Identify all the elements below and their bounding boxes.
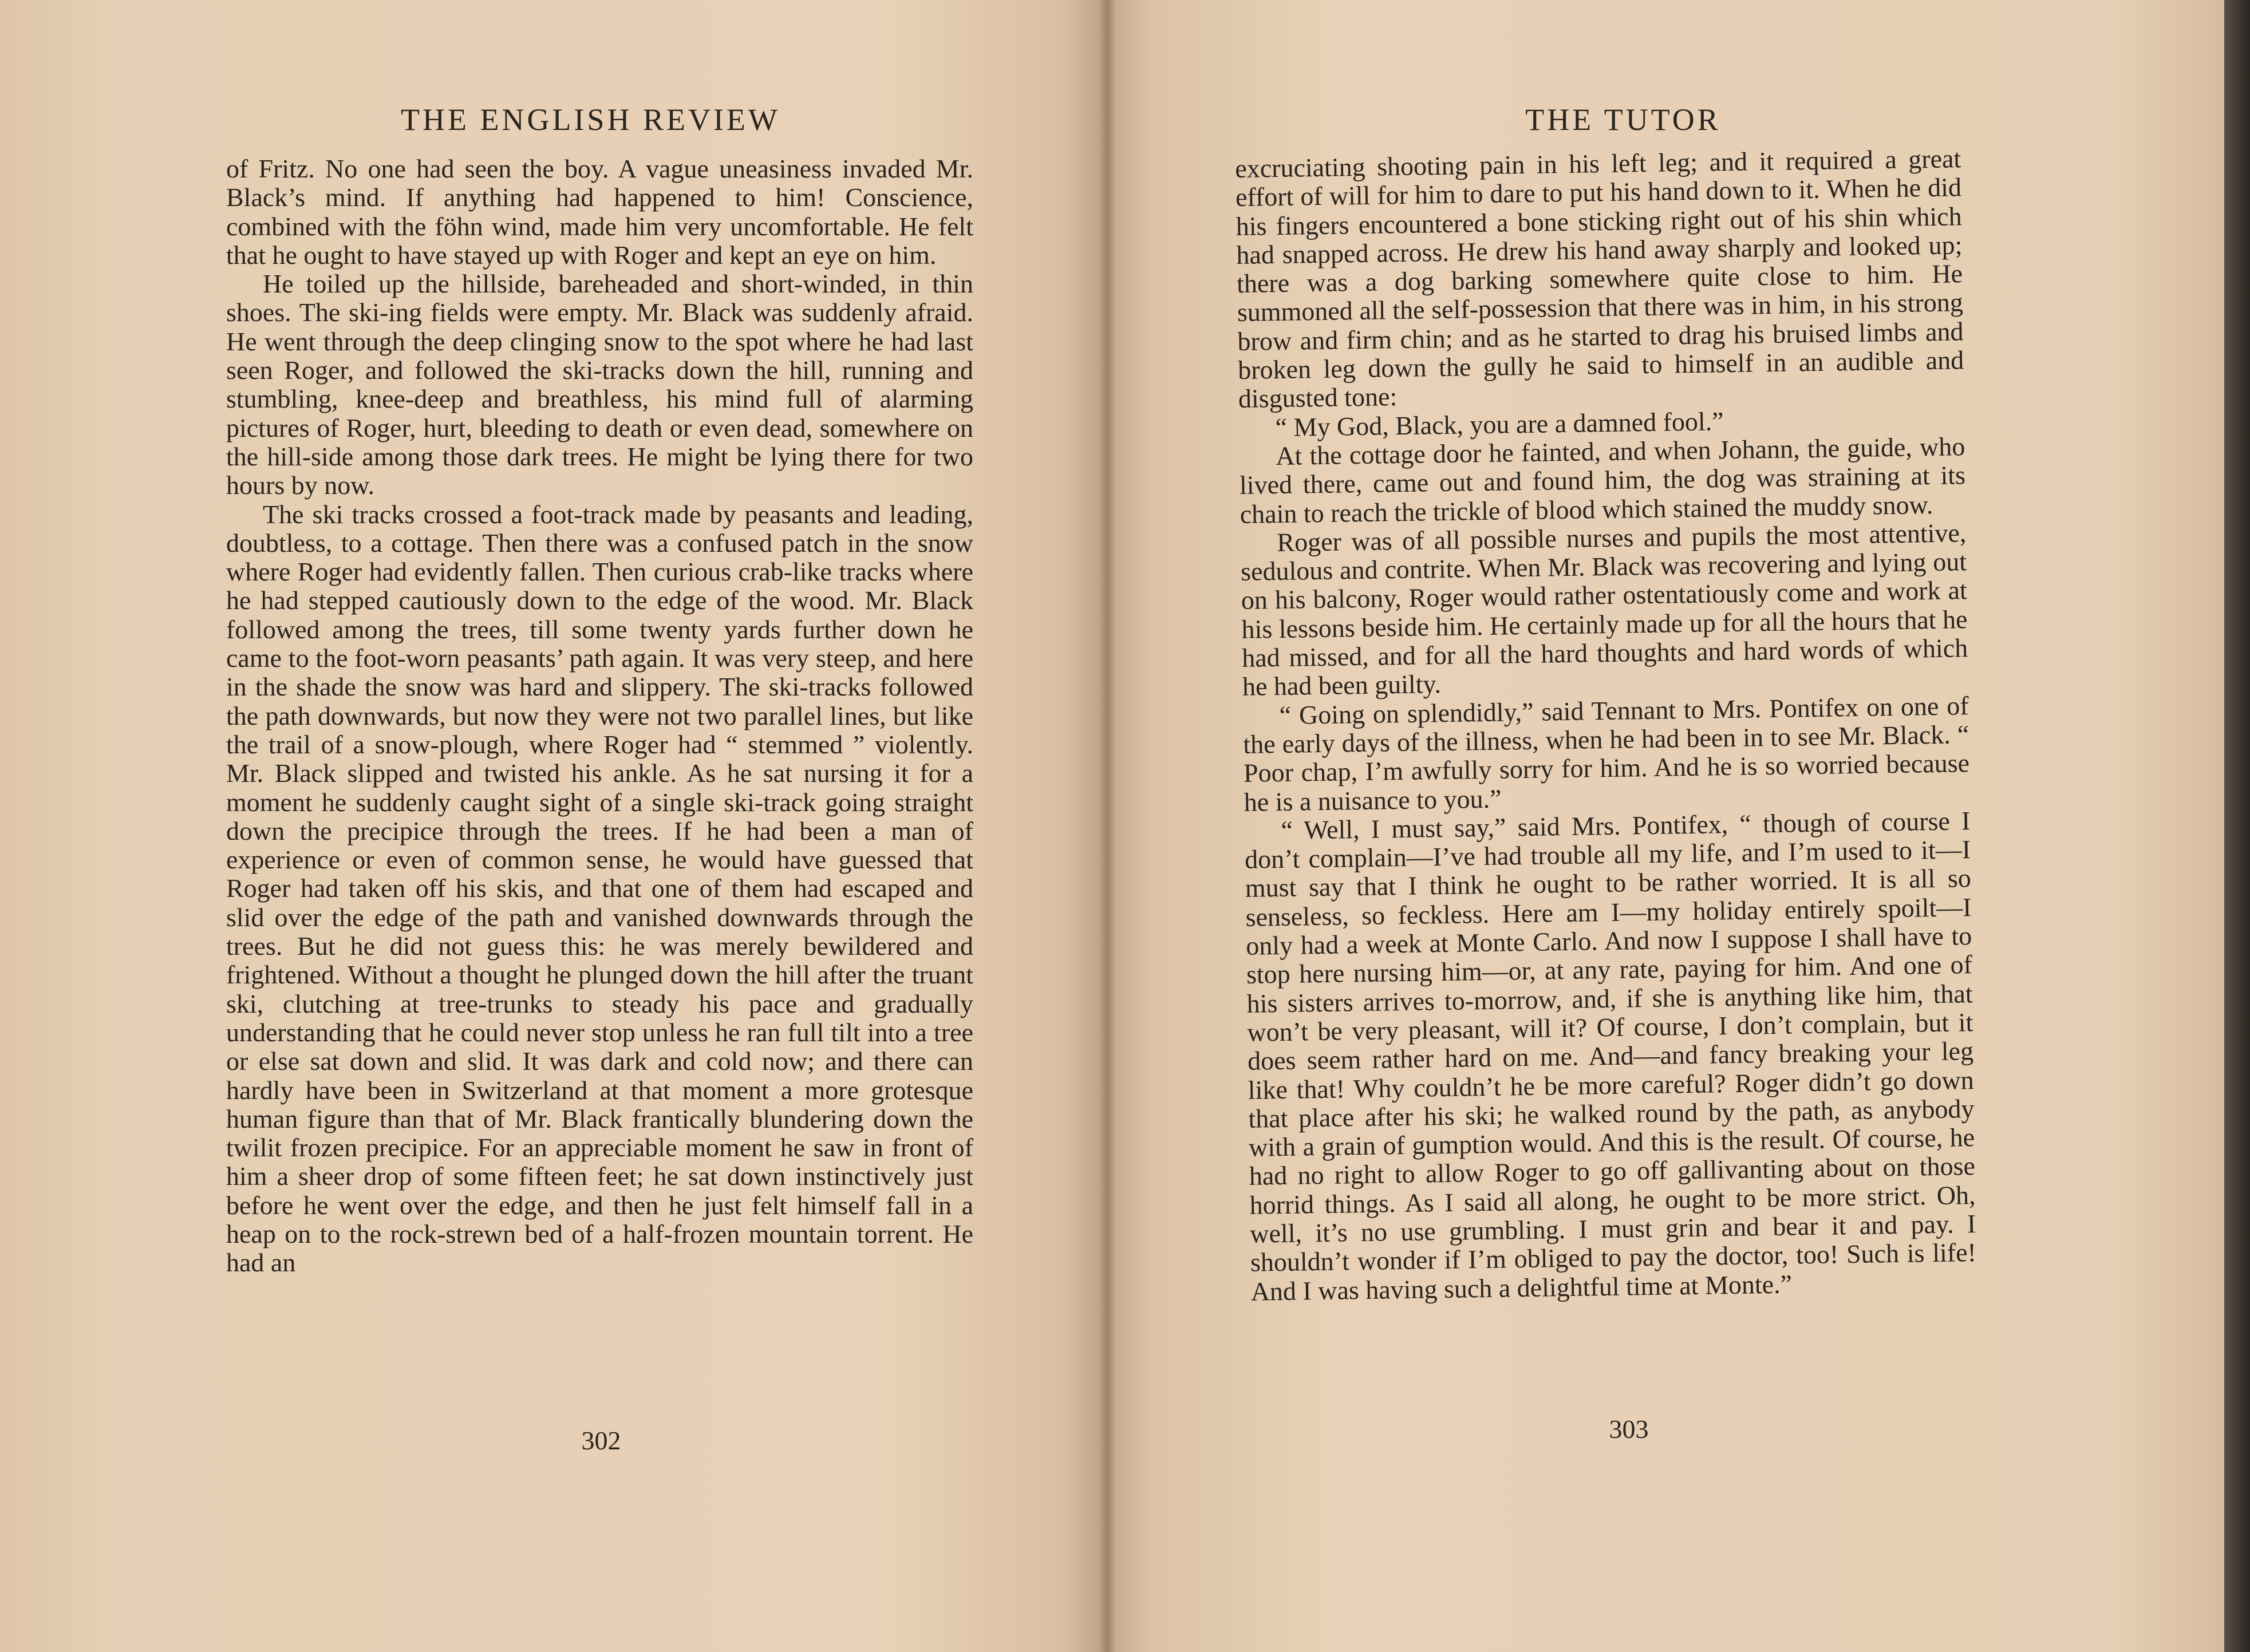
right-paragraph-3: At the cottage door he fainted, and when Johann, the guide, who lived there, came out and found him, the dog was straining at its chain to reach the trickle of blood which stained the muddy snow. xyxy=(1239,432,1966,529)
right-page-number: 303 xyxy=(1609,1414,1649,1444)
right-paragraph-4: Roger was of all possible nurses and pupils the most attentive, sedulous and contrite. When Mr. Black was recovering and lying out on his balcony, Roger would rather ostentatiously come and work at his lessons beside him. He certainly made up for all the hours that he had missed, and for all the hard thoughts and hard words of which he had been guilty. xyxy=(1240,518,1968,702)
left-running-head: THE ENGLISH REVIEW xyxy=(401,102,780,137)
left-page xyxy=(0,0,1108,1652)
book-right-edge xyxy=(2224,0,2250,1652)
right-paragraph-2: “ My God, Black, you are a damned fool.” xyxy=(1275,406,1724,442)
book-gutter xyxy=(1099,0,1116,1652)
left-page-text xyxy=(226,155,973,1278)
left-paragraph-1: of Fritz. No one had seen the boy. A vague uneasiness invaded Mr. Black’s mind. If anything had happened to him! Conscience, combined with the föhn wind, made him very uncomfortable. He felt that he ought to have stayed up with Roger and kept an eye on him. xyxy=(226,154,973,270)
left-paragraph-3: The ski tracks crossed a foot-track made by peasants and leading, doubtless, to a cottage. Then there was a confused patch in the snow where Roger had evidently fallen. Then curious crab-like tracks where he had stepped cautiously down to the edge of the wood. Mr. Black followed among the trees, till some twenty yards further down he came to the foot-worn peasants’ path again. It was very steep, and here in the shade the snow was hard and slippery. The ski-tracks followed the path downwards, but now they were not two parallel lines, but like the trail of a snow-plough, where Roger had “ stemmed ” violently. Mr. Black slipped and twisted his ankle. As he sat nursing it for a moment he suddenly caught sight of a single ski-track going straight down the precipice through the trees. If he had been a man of experience or even of common sense, he would have guessed that Roger had taken off his skis, and that one of them had escaped and slid over the edge of the path and vanished downwards through the trees. But he did not guess this: he was merely bewildered and frightened. Without a thought he plunged down the hill after the truant ski, clutching at tree-trunks to steady his pace and gradually understanding that he could never stop unless he ran full tilt into a tree or else sat down and slid. It was dark and cold now; and there can hardly have been in Switzerland at that moment a more grotesque human figure than that of Mr. Black frantically blundering down the twilit frozen precipice. For an appreciable moment he saw in front of him a sheer drop of some fifteen feet; he sat down instinctively just before he went over the edge, and then he just felt himself fall in a heap on to the rock-strewn bed of a half-frozen mountain torrent. He had an xyxy=(226,499,973,1278)
left-paragraph-2: He toiled up the hillside, bareheaded and short-winded, in thin shoes. The ski-ing fields were empty. Mr. Black was suddenly afraid. He went through the deep clinging snow to the spot where he had last seen Roger, and followed the ski-tracks down the hill, running and stumbling, knee-deep and breathless, his mind full of alarming pictures of Roger, hurt, bleeding to death or even dead, somewhere on the hill-side among those dark trees. He might be lying there for two hours by now. xyxy=(226,269,973,500)
right-page xyxy=(1108,0,2224,1652)
right-paragraph-1: excruciating shooting pain in his left leg; and it required a great effort of will for him to dare to put his hand down to it. When he did his fingers encountered a bone sticking right out of his shin which had snapped across. He drew his hand away sharply and looked up; there was a dog barking somewhere quite close to him. He summoned all the self-possession that there was in him, in his strong brow and firm chin; and as he started to drag his bruised limbs and broken leg down the gully he said to himself in an audible and disgusted tone: xyxy=(1234,144,1964,414)
left-page-number: 302 xyxy=(581,1426,621,1455)
right-paragraph-5: “ Going on splendidly,” said Tennant to Mrs. Pontifex on one of the early days of the illness, when he had been in to see Mr. Black. “ Poor chap, I’m awfully sorry for him. And he is so worried because he is a nuisance to you.” xyxy=(1243,690,1970,817)
right-running-head: THE TUTOR xyxy=(1525,102,1721,137)
right-page-text xyxy=(1235,144,1977,1306)
right-paragraph-6: “ Well, I must say,” said Mrs. Pontifex, “ though of course I don’t complain—I’ve had trouble all my life, and I’m used to it—I must say that I think he ought to be rather worried. It is all so senseless, so feckless. Here am I—my holiday entirely spoilt—I only had a week at Monte Carlo. And now I suppose I shall have to stop here nursing him—or, at any rate, paying for him. And one of his sisters arrives to-morrow, and, if she is anything like him, that won’t be very pleasant, will it? Of course, I don’t complain, but it does seem rather hard on me. And—and fancy breaking your leg like that! Why couldn’t he be more careful? Roger didn’t go down that place after his ski; he walked round by the path, as anybody with a grain of gumption would. And this is the result. Of course, he had no right to allow Roger to go off gallivanting about on those horrid things. As I said all along, he ought to be more strict. Oh, well, it’s no use grumbling. I must grin and bear it and pay. I shouldn’t wonder if I’m obliged to pay the doctor, too! Such is life! And I was having such a delightful time at Monte.” xyxy=(1244,806,1977,1306)
